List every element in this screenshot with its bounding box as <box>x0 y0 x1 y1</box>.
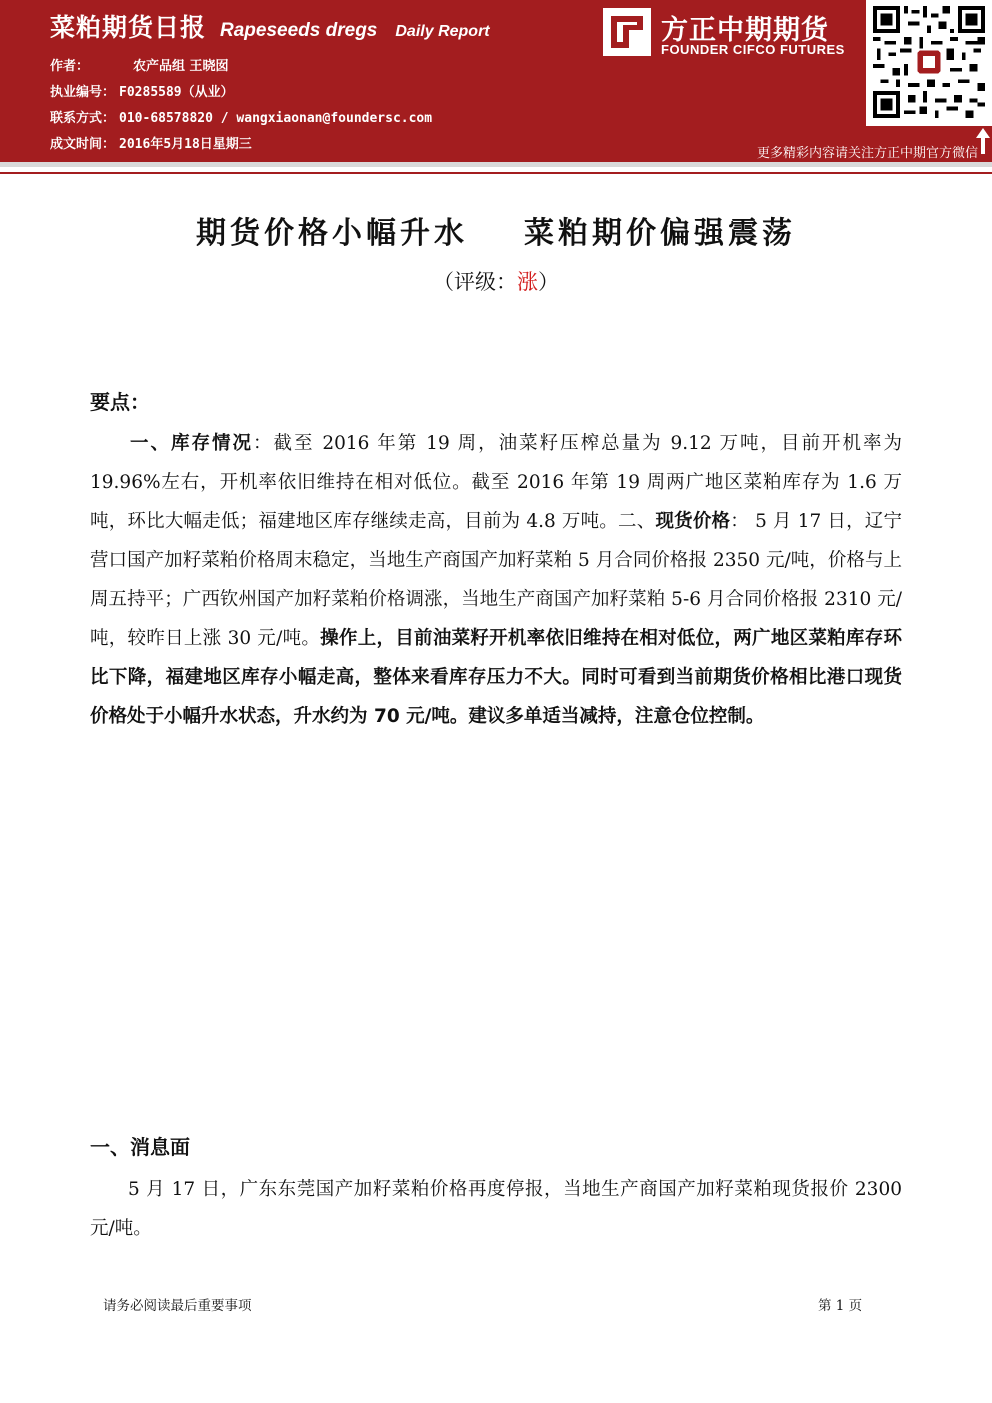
report-header <box>0 0 992 162</box>
inventory-label: 一、库存情况 <box>128 433 253 454</box>
date-label: 成文时间： <box>50 137 116 152</box>
contact-label: 联系方式： <box>50 111 116 126</box>
author-value: 农产品组 王晓囡 <box>133 59 229 74</box>
news-paragraph <box>90 1170 902 1248</box>
footer-notice: 请务必阅读最后重要事项 <box>103 1298 252 1314</box>
arrow-up-icon <box>976 128 990 154</box>
wechat-follow-note: 更多精彩内容请关注方正中期官方微信 <box>756 146 978 161</box>
founder-logo-icon <box>603 8 651 56</box>
license-label: 执业编号： <box>50 85 116 100</box>
headline-part-1: 期货价格小幅升水 <box>196 216 468 251</box>
spot-price-label: 现货价格 <box>655 511 731 532</box>
author-label: 作者： <box>50 59 90 74</box>
report-title-en: Rapeseeds dregs <box>220 20 378 41</box>
logo-text-cn: 方正中期期货 <box>661 15 829 46</box>
rating-line <box>0 266 992 296</box>
news-section-title: 一、消息面 <box>90 1135 190 1159</box>
report-title-en-daily: Daily Report <box>395 23 490 40</box>
header-divider <box>0 162 992 167</box>
logo-text-en: FOUNDER CIFCO FUTURES <box>661 42 845 57</box>
date-line <box>50 133 252 152</box>
operation-advice: 操作上，目前油菜籽开机率依旧维持在相对低位，两广地区菜粕库存环比下降，福建地区库存小幅走高，整体来看库存压力不大。同时可看到当前期货价格相比港口现货价格处于小幅升水状态，升水约为 70 元/吨。建议多单适当减持，注意仓位控制。 <box>90 628 902 727</box>
date-value: 2016年5月18日星期三 <box>119 137 252 152</box>
headline-part-2: 菜粕期价偏强震荡 <box>524 216 796 251</box>
inventory-text: ：截至 2016 年第 19 周，油菜籽压榨总量为 9.12 万吨，目前开机率为 19.96%左右，开机率依旧维持在相对低位。截至 2016 年第 19 周两广地区菜粕库存为 1.6 万吨，环比大幅走低；福建地区库存继续走高，目前为 4.8 万吨。二、 <box>90 433 902 532</box>
rating-value: 涨 <box>517 270 538 294</box>
rating-prefix: （评级： <box>433 270 517 294</box>
key-points-title: 要点： <box>90 390 150 414</box>
news-text: 5 月 17 日，广东东莞国产加籽菜粕价格再度停报，当地生产商国产加籽菜粕现货报价 2300 元/吨。 <box>90 1179 902 1239</box>
key-points-paragraph <box>90 424 902 736</box>
contact-line <box>50 107 432 126</box>
report-title-row <box>50 8 490 44</box>
report-headline <box>0 208 992 252</box>
report-title-cn: 菜粕期货日报 <box>50 13 207 42</box>
spot-price-text: ： 5 月 17 日，辽宁营口国产加籽菜粕价格周末稳定，当地生产商国产加籽菜粕 5 月合同价格报 2350 元/吨，价格与上周五持平；广西钦州国产加籽菜粕价格调涨，当地生产商国产加籽菜粕 5-6 月合同价格报 2310 元/吨，较昨日上涨 30 元/吨。 <box>90 511 902 649</box>
rating-suffix: ） <box>538 270 559 294</box>
contact-value[interactable]: 010-68578820 / wangxiaonan@foundersc.com <box>119 111 433 126</box>
license-line <box>50 81 234 100</box>
company-logo <box>603 8 859 58</box>
license-value: F0285589（从业） <box>119 85 234 100</box>
qr-code-icon <box>873 6 985 118</box>
header-divider-red <box>0 172 992 174</box>
footer-page-number: 第 1 页 <box>818 1298 863 1314</box>
author-line <box>50 55 229 74</box>
wechat-qr-code <box>866 0 992 126</box>
